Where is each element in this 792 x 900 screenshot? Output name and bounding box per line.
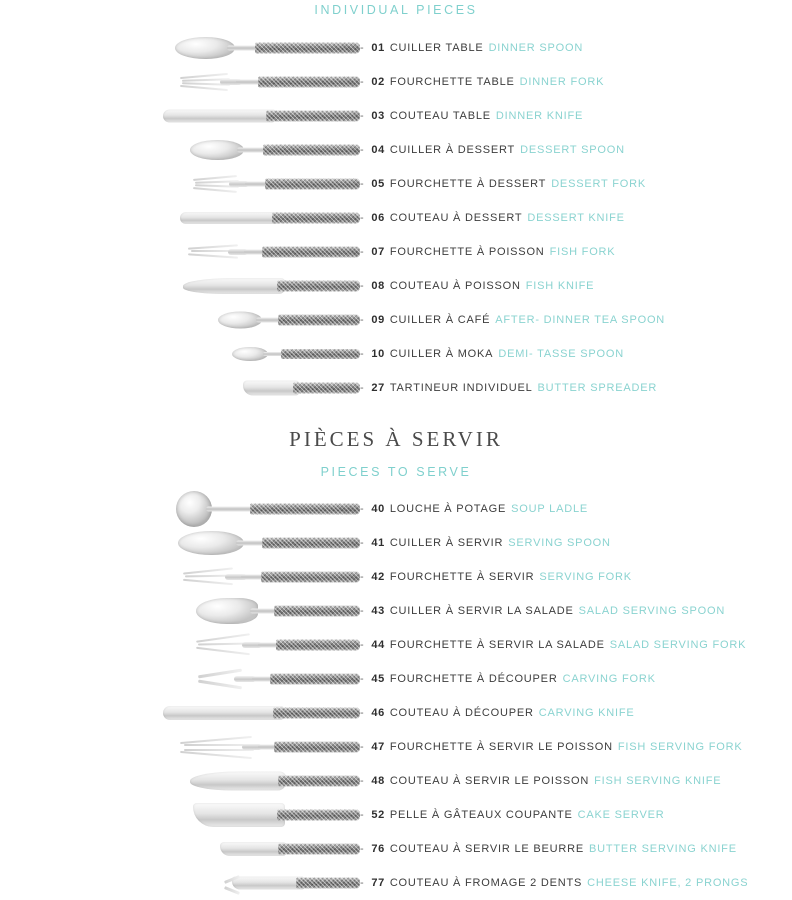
cutlery-illustration-dessert-knife xyxy=(0,201,360,235)
item-number: 04 xyxy=(371,144,385,156)
item-name-en: BUTTER SERVING KNIFE xyxy=(589,843,737,855)
item-label xyxy=(360,348,624,360)
list-item[interactable] xyxy=(0,594,792,628)
cutlery-illustration-dinner-knife xyxy=(0,99,360,133)
item-name-fr: CUILLER À MOKA xyxy=(389,348,494,360)
list-item[interactable] xyxy=(0,696,792,730)
cutlery-illustration-tea-spoon xyxy=(0,303,360,337)
item-label xyxy=(360,382,657,394)
item-label xyxy=(360,809,665,821)
item-number: 46 xyxy=(371,707,385,719)
dash: - xyxy=(360,503,365,515)
item-number: 42 xyxy=(371,571,385,583)
dash: - xyxy=(360,877,365,889)
section-1-list xyxy=(0,31,792,405)
cutlery-illustration-dinner-spoon xyxy=(0,31,360,65)
item-number: 05 xyxy=(371,178,385,190)
item-name-en: SERVING SPOON xyxy=(508,537,611,549)
item-name-en: CHEESE KNIFE, 2 PRONGS xyxy=(587,877,749,889)
item-name-fr: PELLE À GÂTEAUX COUPANTE xyxy=(389,809,573,821)
cutlery-illustration-salad-serving-spoon xyxy=(0,594,360,628)
list-item[interactable] xyxy=(0,99,792,133)
cutlery-illustration-fish-fork xyxy=(0,235,360,269)
list-item[interactable] xyxy=(0,235,792,269)
item-name-en: FISH SERVING KNIFE xyxy=(594,775,722,787)
section-2-subtitle: PIECES TO SERVE xyxy=(320,465,472,479)
item-name-en: SOUP LADLE xyxy=(511,503,589,515)
item-number: 43 xyxy=(371,605,385,617)
item-name-en: FISH SERVING FORK xyxy=(617,741,743,753)
dash: - xyxy=(360,280,365,292)
cutlery-illustration-fish-knife xyxy=(0,269,360,303)
item-name-en: DESSERT KNIFE xyxy=(527,212,625,224)
cutlery-illustration-carving-knife xyxy=(0,696,360,730)
item-label xyxy=(360,42,583,54)
item-label xyxy=(360,639,746,651)
dash: - xyxy=(360,605,365,617)
item-label xyxy=(360,741,743,753)
item-name-fr: FOURCHETTE À SERVIR xyxy=(389,571,535,583)
item-name-en: CARVING FORK xyxy=(562,673,656,685)
item-name-fr: FOURCHETTE À SERVIR LE POISSON xyxy=(389,741,613,753)
item-name-fr: FOURCHETTE À POISSON xyxy=(389,246,545,258)
list-item[interactable] xyxy=(0,764,792,798)
list-item[interactable] xyxy=(0,730,792,764)
item-label xyxy=(360,775,721,787)
item-name-fr: COUTEAU À SERVIR LE POISSON xyxy=(389,775,590,787)
list-item[interactable] xyxy=(0,167,792,201)
item-name-en: DINNER SPOON xyxy=(488,42,584,54)
dash: - xyxy=(360,314,365,326)
dash: - xyxy=(360,775,365,787)
section-2-list xyxy=(0,492,792,900)
item-label xyxy=(360,877,748,889)
item-label xyxy=(360,144,625,156)
dash: - xyxy=(360,809,365,821)
dash: - xyxy=(360,571,365,583)
item-label xyxy=(360,314,665,326)
item-number: 06 xyxy=(371,212,385,224)
dash: - xyxy=(360,843,365,855)
item-name-fr: COUTEAU À DESSERT xyxy=(389,212,523,224)
item-name-fr: FOURCHETTE TABLE xyxy=(389,76,515,88)
item-name-en: FISH FORK xyxy=(549,246,616,258)
dash: - xyxy=(360,537,365,549)
section-1-subtitle: INDIVIDUAL PIECES xyxy=(314,3,478,17)
item-name-fr: CUILLER À SERVIR xyxy=(389,537,504,549)
item-label xyxy=(360,605,725,617)
item-label xyxy=(360,571,632,583)
cutlery-illustration-cake-server xyxy=(0,798,360,832)
section-pieces-to-serve xyxy=(0,427,792,900)
item-name-fr: COUTEAU À FROMAGE 2 DENTS xyxy=(389,877,583,889)
cutlery-illustration-fish-serving-fork xyxy=(0,730,360,764)
list-item[interactable] xyxy=(0,133,792,167)
item-label xyxy=(360,110,583,122)
dash: - xyxy=(360,246,365,258)
item-name-en: DEMI- TASSE SPOON xyxy=(498,348,624,360)
list-item[interactable] xyxy=(0,832,792,866)
item-number: 10 xyxy=(371,348,385,360)
cutlery-illustration-serving-fork xyxy=(0,560,360,594)
section-2-title: PIÈCES À SERVIR xyxy=(289,427,503,451)
dash: - xyxy=(360,42,365,54)
dash: - xyxy=(360,144,365,156)
item-name-fr: TARTINEUR INDIVIDUEL xyxy=(389,382,533,394)
item-name-fr: COUTEAU À POISSON xyxy=(389,280,521,292)
dash: - xyxy=(360,212,365,224)
list-item[interactable] xyxy=(0,31,792,65)
dash: - xyxy=(360,382,365,394)
item-name-en: BUTTER SPREADER xyxy=(537,382,658,394)
item-name-en: AFTER- DINNER TEA SPOON xyxy=(495,314,666,326)
item-name-en: CAKE SERVER xyxy=(577,809,665,821)
cutlery-illustration-dessert-fork xyxy=(0,167,360,201)
item-name-fr: COUTEAU TABLE xyxy=(389,110,491,122)
cutlery-illustration-salad-serving-fork xyxy=(0,628,360,662)
list-item[interactable] xyxy=(0,65,792,99)
item-number: 01 xyxy=(371,42,385,54)
item-name-en: DESSERT SPOON xyxy=(520,144,625,156)
item-name-en: DINNER KNIFE xyxy=(495,110,584,122)
cutlery-illustration-dessert-spoon xyxy=(0,133,360,167)
section-individual-pieces xyxy=(0,0,792,405)
dash: - xyxy=(360,741,365,753)
dash: - xyxy=(360,673,365,685)
item-label xyxy=(360,76,604,88)
item-number: 76 xyxy=(371,843,385,855)
item-name-en: DINNER FORK xyxy=(519,76,605,88)
list-item[interactable] xyxy=(0,269,792,303)
cutlery-illustration-cheese-knife xyxy=(0,866,360,900)
list-item[interactable] xyxy=(0,526,792,560)
item-number: 07 xyxy=(371,246,385,258)
cutlery-illustration-fish-serving-knife xyxy=(0,764,360,798)
cutlery-illustration-butter-spreader xyxy=(0,371,360,405)
item-name-fr: FOURCHETTE À SERVIR LA SALADE xyxy=(389,639,605,651)
item-number: 41 xyxy=(371,537,385,549)
item-number: 52 xyxy=(371,809,385,821)
item-label xyxy=(360,280,594,292)
item-name-fr: CUILLER À SERVIR LA SALADE xyxy=(389,605,574,617)
item-name-fr: FOURCHETTE À DESSERT xyxy=(389,178,547,190)
list-item[interactable] xyxy=(0,371,792,405)
list-item[interactable] xyxy=(0,201,792,235)
cutlery-illustration-soup-ladle xyxy=(0,492,360,526)
item-name-en: FISH KNIFE xyxy=(525,280,595,292)
cutlery-illustration-butter-serving-knife xyxy=(0,832,360,866)
item-name-en: SERVING FORK xyxy=(539,571,632,583)
list-item[interactable] xyxy=(0,628,792,662)
item-number: 77 xyxy=(371,877,385,889)
item-number: 48 xyxy=(371,775,385,787)
item-number: 02 xyxy=(371,76,385,88)
item-number: 27 xyxy=(371,382,385,394)
item-number: 44 xyxy=(371,639,385,651)
list-item[interactable] xyxy=(0,662,792,696)
dash: - xyxy=(360,178,365,190)
item-number: 40 xyxy=(371,503,385,515)
item-number: 45 xyxy=(371,673,385,685)
item-label xyxy=(360,178,646,190)
list-item[interactable] xyxy=(0,798,792,832)
cutlery-illustration-demitasse-spoon xyxy=(0,337,360,371)
item-name-fr: CUILLER À CAFÉ xyxy=(389,314,491,326)
list-item[interactable] xyxy=(0,303,792,337)
dash: - xyxy=(360,76,365,88)
item-name-fr: LOUCHE À POTAGE xyxy=(389,503,507,515)
cutlery-illustration-dinner-fork xyxy=(0,65,360,99)
item-name-fr: CUILLER À DESSERT xyxy=(389,144,516,156)
item-name-fr: COUTEAU À DÉCOUPER xyxy=(389,707,534,719)
dash: - xyxy=(360,110,365,122)
dash: - xyxy=(360,348,365,360)
item-label xyxy=(360,246,615,258)
cutlery-illustration-serving-spoon xyxy=(0,526,360,560)
list-item[interactable] xyxy=(0,492,792,526)
item-number: 03 xyxy=(371,110,385,122)
item-name-fr: CUILLER TABLE xyxy=(389,42,484,54)
item-label xyxy=(360,707,635,719)
item-number: 09 xyxy=(371,314,385,326)
item-label xyxy=(360,673,656,685)
list-item[interactable] xyxy=(0,560,792,594)
cutlery-illustration-carving-fork xyxy=(0,662,360,696)
list-item[interactable] xyxy=(0,337,792,371)
dash: - xyxy=(360,707,365,719)
item-label xyxy=(360,843,737,855)
item-label xyxy=(360,212,625,224)
item-label xyxy=(360,537,611,549)
item-label xyxy=(360,503,588,515)
item-name-en: SALAD SERVING SPOON xyxy=(578,605,726,617)
item-name-fr: FOURCHETTE À DÉCOUPER xyxy=(389,673,558,685)
item-name-fr: COUTEAU À SERVIR LE BEURRE xyxy=(389,843,585,855)
dash: - xyxy=(360,639,365,651)
list-item[interactable] xyxy=(0,866,792,900)
item-name-en: SALAD SERVING FORK xyxy=(609,639,747,651)
item-name-en: DESSERT FORK xyxy=(551,178,646,190)
item-number: 08 xyxy=(371,280,385,292)
item-number: 47 xyxy=(371,741,385,753)
item-name-en: CARVING KNIFE xyxy=(538,707,635,719)
